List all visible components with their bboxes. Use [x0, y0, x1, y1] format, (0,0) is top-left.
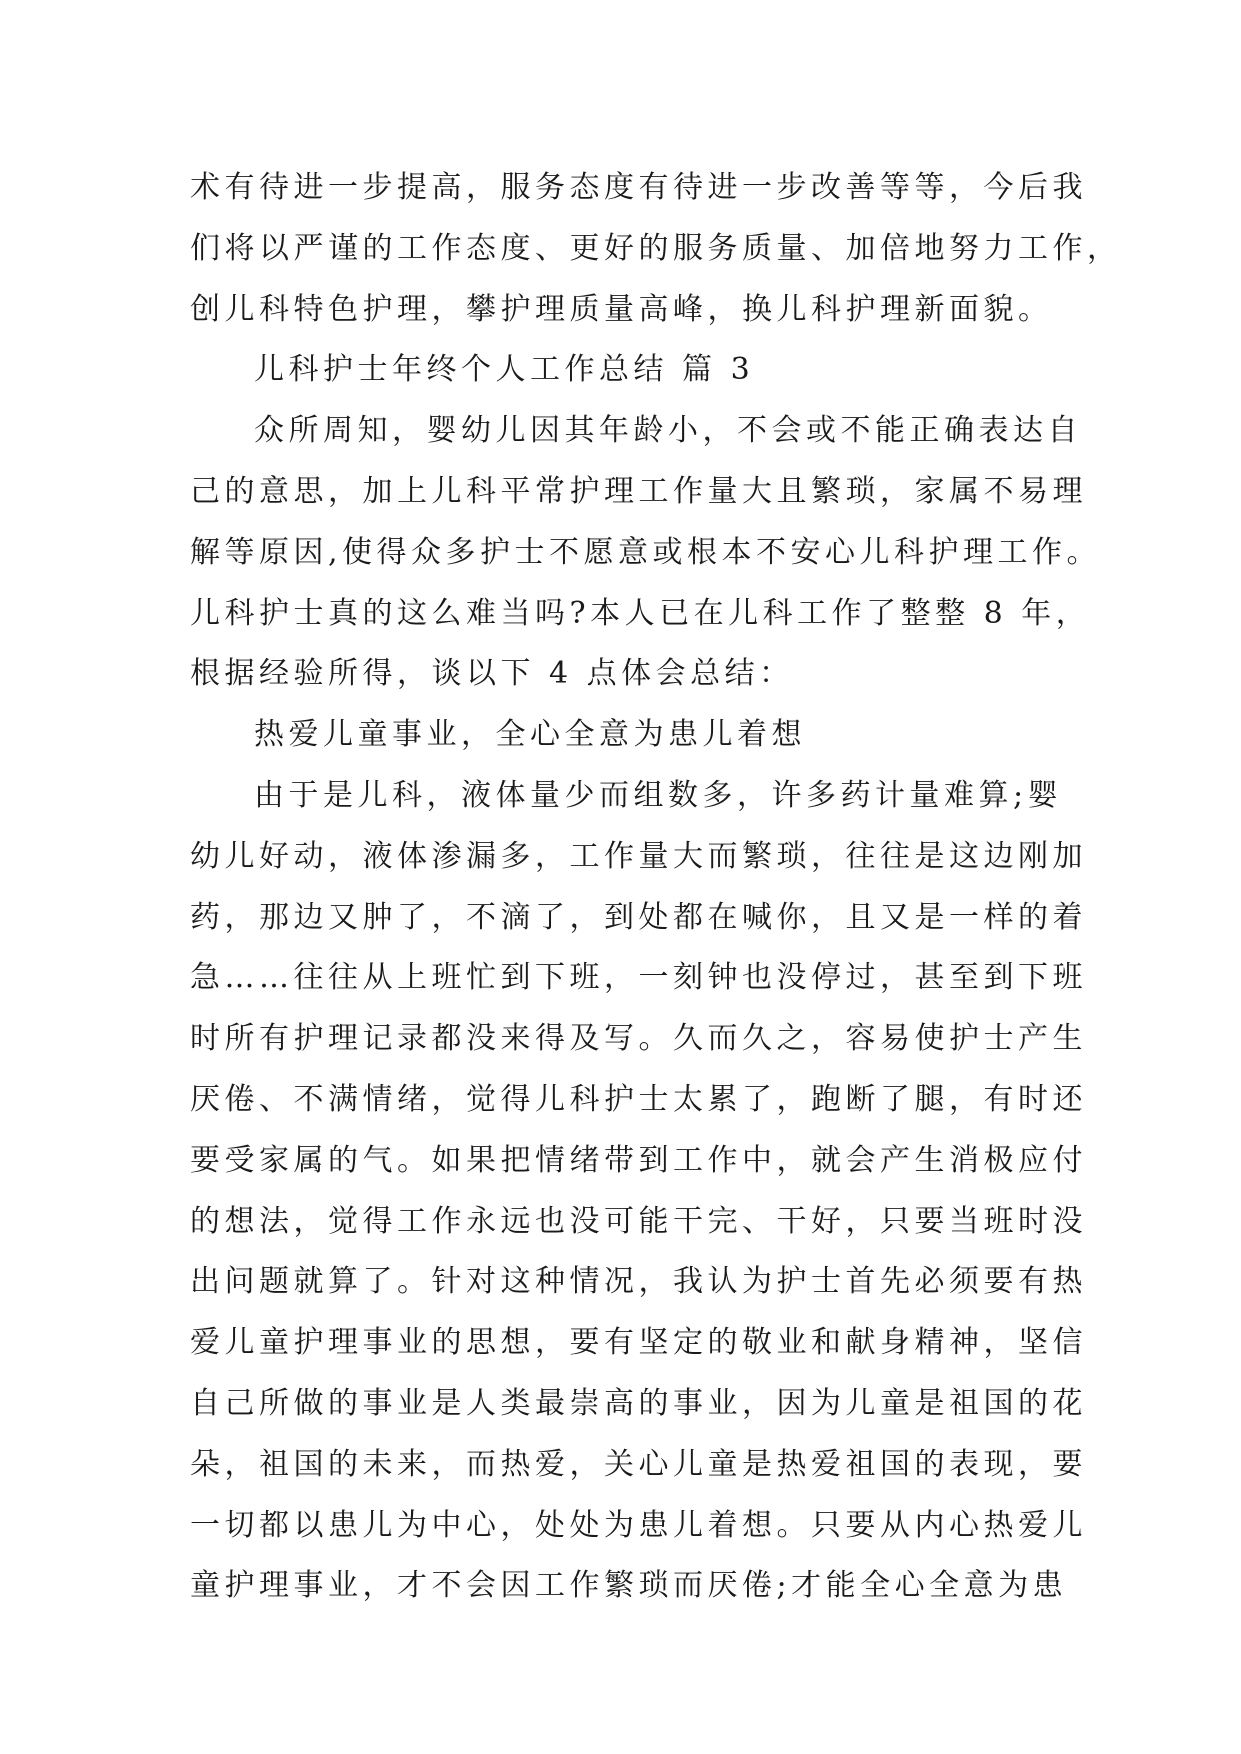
- section-heading: 儿科护士年终个人工作总结 篇 3: [254, 352, 755, 388]
- subheading: 热爱儿童事业，全心全意为患儿着想: [254, 717, 806, 753]
- text-line: 术有待进一步提高，服务态度有待进一步改善等等，今后我: [190, 170, 1087, 205]
- text-line: 幼儿好动，液体渗漏多，工作量大而繁琐，往往是这边刚加: [190, 838, 1087, 874]
- text-line: 根据经验所得，谈以下 4 点体会总结：: [190, 656, 794, 692]
- text-line: 爱儿童护理事业的思想，要有坚定的敬业和献身精神，坚信: [190, 1325, 1087, 1361]
- text-line: 解等原因,使得众多护士不愿意或根本不安心儿科护理工作。: [190, 534, 1102, 570]
- text-line: 儿科护士真的这么难当吗?本人已在儿科工作了整整 8 年，: [190, 595, 1091, 631]
- text-line: 要受家属的气。如果把情绪带到工作中，就会产生消极应付: [190, 1142, 1087, 1178]
- text-line: 自己所做的事业是人类最崇高的事业，因为儿童是祖国的花: [190, 1385, 1087, 1421]
- text-line: 药，那边又肿了，不滴了，到处都在喊你，且又是一样的着: [190, 899, 1087, 935]
- text-line: 一切都以患儿为中心，处处为患儿着想。只要从内心热爱儿: [190, 1507, 1087, 1543]
- text-line: 己的意思，加上儿科平常护理工作量大且繁琐，家属不易理: [190, 473, 1087, 509]
- text-line: 厌倦、不满情绪，觉得儿科护士太累了，跑断了腿，有时还: [190, 1081, 1087, 1117]
- text-line: 急……往往从上班忙到下班，一刻钟也没停过，甚至到下班: [190, 960, 1087, 996]
- text-line: 由于是儿科，液体量少而组数多，许多药计量难算;婴: [254, 777, 1063, 813]
- text-line: 时所有护理记录都没来得及写。久而久之，容易使护士产生: [190, 1021, 1087, 1057]
- text-line: 们将以严谨的工作态度、更好的服务质量、加倍地努力工作，: [190, 230, 1122, 266]
- text-line: 童护理事业，才不会因工作繁琐而厌倦;才能全心全意为患: [190, 1568, 1068, 1604]
- text-line: 创儿科特色护理，攀护理质量高峰，换儿科护理新面貌。: [190, 291, 1053, 327]
- document-body: [190, 158, 1122, 1617]
- text-line: 的想法，觉得工作永远也没可能干完、干好，只要当班时没: [190, 1203, 1087, 1239]
- text-line: 出问题就算了。针对这种情况，我认为护士首先必须要有热: [190, 1264, 1087, 1300]
- text-line: 众所周知，婴幼儿因其年龄小，不会或不能正确表达自: [254, 413, 1082, 449]
- text-line: 朵，祖国的未来，而热爱，关心儿童是热爱祖国的表现，要: [190, 1446, 1087, 1482]
